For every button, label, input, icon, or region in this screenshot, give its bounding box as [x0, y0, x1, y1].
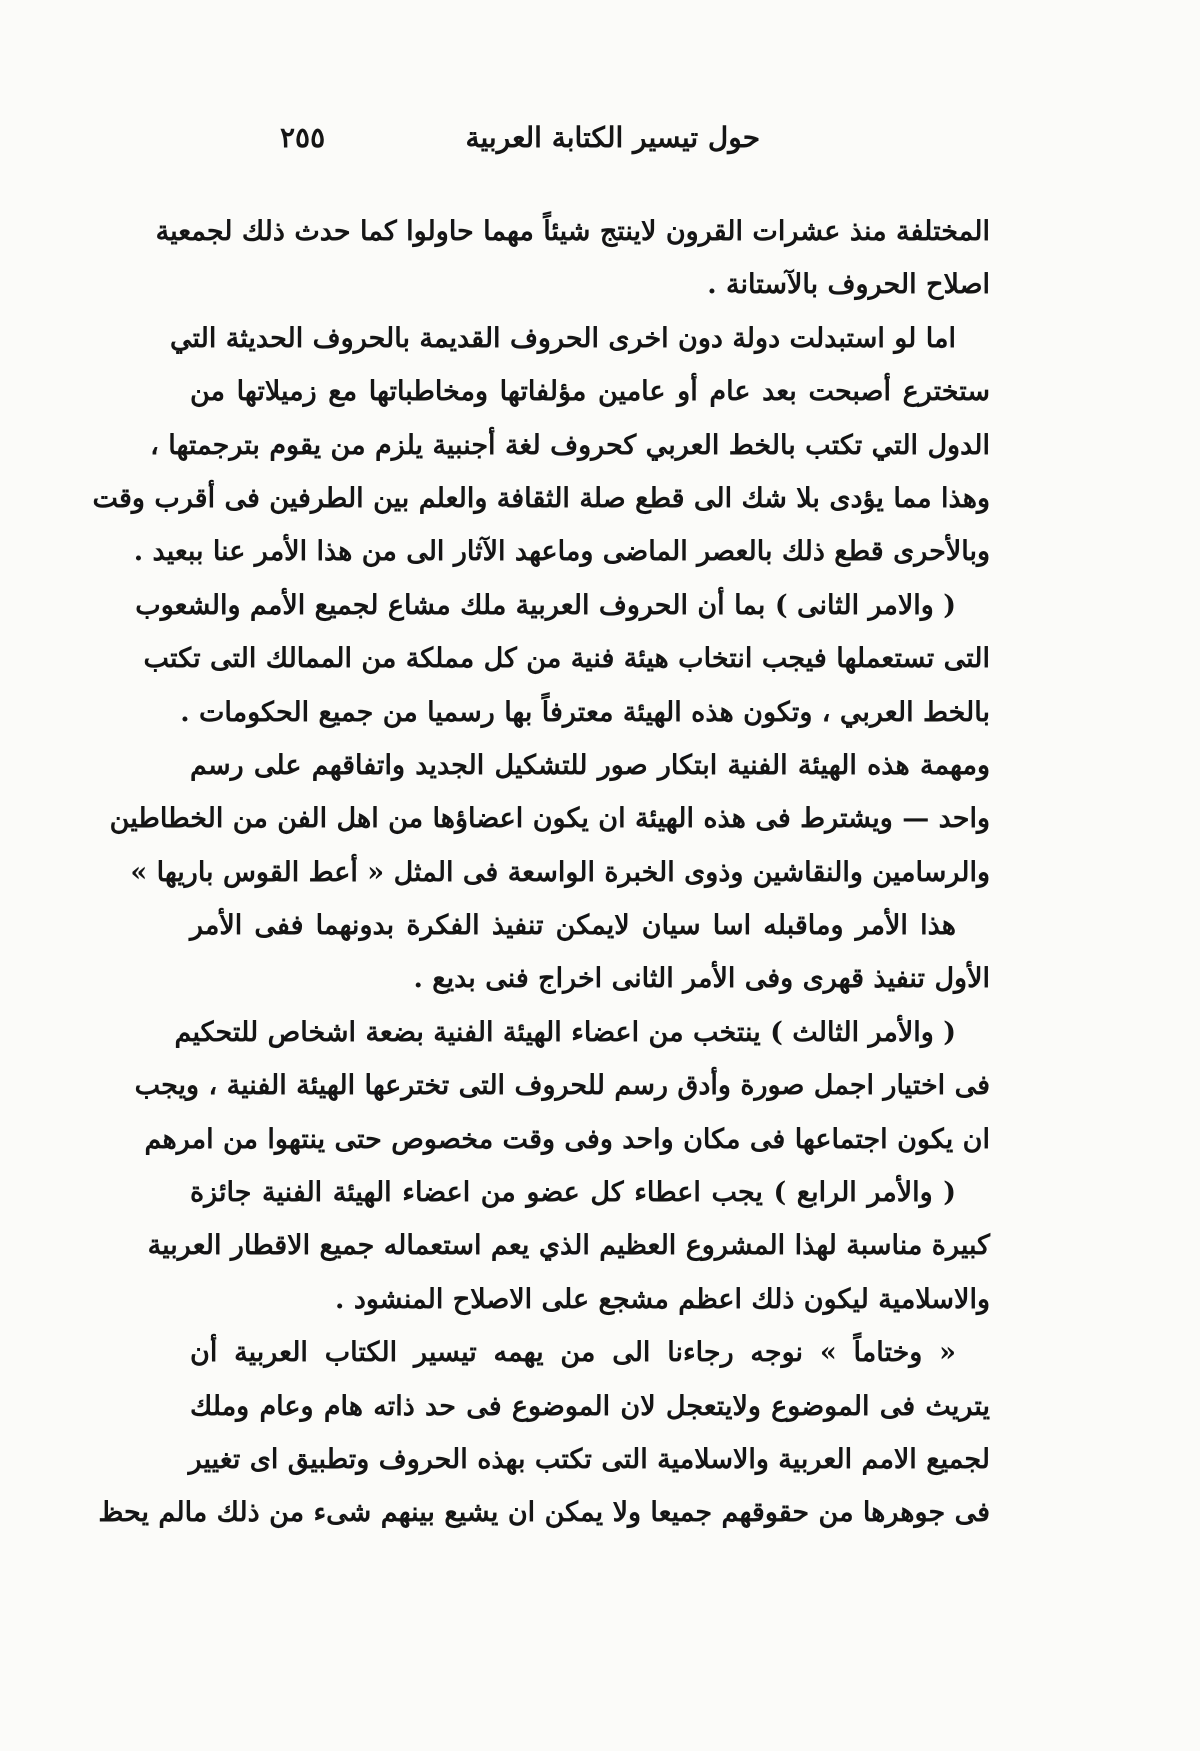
text-line: وهذا مما يؤدى بلا شك الى قطع صلة الثقافة والعلم بين الطرفين فى أقرب وقت	[92, 482, 990, 514]
text-line: هذا الأمر وماقبله اسا سيان لايمكن تنفيذ الفكرة بدونهما ففى الأمر	[190, 910, 956, 942]
text-line: واحد — ويشترط فى هذه الهيئة ان يكون اعضاؤها من اهل الفن من الخطاطين	[109, 803, 990, 835]
text-line: الأول تنفيذ قهرى وفى الأمر الثانى اخراج فنى بديع .	[413, 963, 990, 995]
text-line: يتريث فى الموضوع ولايتعجل لان الموضوع فى حد ذاته هام وعام وملك	[190, 1390, 990, 1422]
text-line: ان يكون اجتماعها فى مكان واحد وفى وقت مخصوص حتى ينتهوا من امرهم	[144, 1123, 990, 1155]
text-line: « وختاماً » نوجه رجاءنا الى من يهمه تيسير الكتاب العربية أن	[190, 1337, 956, 1369]
running-title: حول تيسير الكتابة العربية	[465, 121, 760, 154]
text-line: ( والأمر الرابع ) يجب اعطاء كل عضو من اعضاء الهيئة الفنية جائزة	[190, 1177, 956, 1209]
page-number: ٢٥٥	[280, 121, 326, 154]
text-line: اما لو استبدلت دولة دون اخرى الحروف القديمة بالحروف الحديثة التي	[170, 322, 956, 354]
text-line: ( والامر الثانى ) بما أن الحروف العربية ملك مشاع لجميع الأمم والشعوب	[135, 589, 956, 621]
text-line: المختلفة منذ عشرات القرون لاينتج شيئاً مهما حاولوا كما حدث ذلك لجمعية	[155, 216, 990, 247]
text-line: بالخط العربي ، وتكون هذه الهيئة معترفاً بها رسميا من جميع الحكومات .	[180, 696, 990, 728]
text-line: الدول التي تكتب بالخط العربي كحروف لغة أجنبية يلزم من يقوم بترجمتها ،	[150, 429, 990, 461]
text-line: وبالأحرى قطع ذلك بالعصر الماضى وماعهد الآثار الى من هذا الأمر عنا ببعيد .	[133, 536, 990, 568]
text-line: ستخترع أصبحت بعد عام أو عامين مؤلفاتها ومخاطباتها مع زميلاتها من	[190, 376, 990, 408]
text-line: اصلاح الحروف بالآستانة .	[707, 269, 990, 301]
page-header	[280, 118, 760, 158]
text-line: ومهمة هذه الهيئة الفنية ابتكار صور للتشكيل الجديد واتفاقهم على رسم	[190, 749, 990, 781]
text-line: ( والأمر الثالث ) ينتخب من اعضاء الهيئة الفنية بضعة اشخاص للتحكيم	[174, 1016, 956, 1048]
text-line: لجميع الامم العربية والاسلامية التى تكتب بهذه الحروف وتطبيق اى تغيير	[188, 1443, 990, 1475]
text-line: والرسامين والنقاشين وذوى الخبرة الواسعة فى المثل « أعط القوس باريها »	[130, 856, 990, 888]
text-line: كبيرة مناسبة لهذا المشروع العظيم الذي يعم استعماله جميع الاقطار العربية	[147, 1230, 990, 1262]
text-line: فى جوهرها من حقوقهم جميعا ولا يمكن ان يشيع بينهم شىء من ذلك مالم يحظ	[98, 1497, 990, 1529]
text-line: فى اختيار اجمل صورة وأدق رسم للحروف التى تخترعها الهيئة الفنية ، ويجب	[134, 1070, 990, 1102]
text-line: التى تستعملها فيجب انتخاب هيئة فنية من كل مملكة من الممالك التى تكتب	[143, 643, 990, 675]
text-line: والاسلامية ليكون ذلك اعظم مشجع على الاصلاح المنشود .	[335, 1283, 990, 1315]
body-text	[92, 205, 990, 1540]
